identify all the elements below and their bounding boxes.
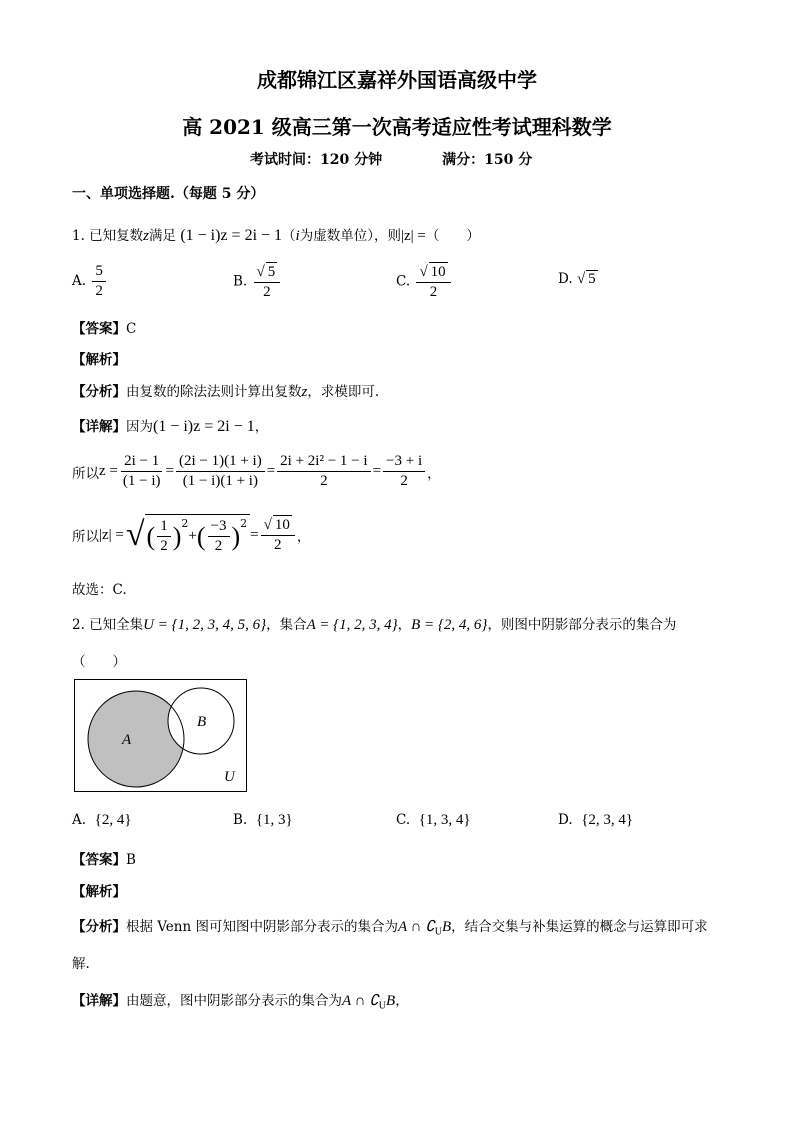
- q1-stem: [72, 224, 480, 245]
- denominator: 2: [429, 284, 438, 300]
- denominator: (1 − i): [122, 473, 161, 489]
- answer-value: C: [126, 321, 137, 337]
- square-exp: 2: [181, 517, 189, 530]
- label-A: A: [122, 732, 132, 748]
- answer-tag: 【答案】: [72, 321, 126, 337]
- fenxi-expr: A ∩ ∁: [397, 919, 435, 935]
- option-label: B.: [233, 273, 248, 290]
- venn-diagram: [74, 679, 248, 793]
- xiangjie-eq: (1 − i)z = 2i − 1: [153, 418, 255, 435]
- option-label: D.: [558, 271, 573, 287]
- section-heading: 一、单项选择题.（每题 5 分）: [72, 186, 265, 202]
- fenxi-tail: ，求模即可.: [307, 384, 380, 400]
- fenxi-sub: U: [434, 926, 442, 938]
- denominator: 2: [263, 284, 271, 300]
- q2-stem-text3: ，则图中阴影部分表示的集合为: [487, 617, 677, 633]
- fenxi-tag: 【分析】: [72, 919, 126, 935]
- q2-jiexi: 【解析】: [72, 884, 126, 900]
- xiangjie-tail: ，: [395, 993, 409, 1009]
- fenxi-text: 由复数的除法法则计算出复数: [126, 384, 302, 400]
- option-value: {1, 3, 4}: [418, 812, 471, 828]
- suoyi-text: 所以: [72, 529, 99, 545]
- q1-var-i: i: [295, 228, 300, 244]
- q2-paren: （ ）: [72, 654, 126, 670]
- xiangjie-text: 由题意，图中阴影部分表示的集合为: [126, 993, 342, 1009]
- square-exp: 2: [240, 517, 248, 530]
- q2-answer: [72, 848, 136, 868]
- denominator: 2: [160, 538, 168, 554]
- fenxi-B: B: [442, 919, 452, 935]
- q1-option-c: [396, 262, 453, 302]
- denominator: 2: [400, 473, 408, 489]
- q1-stem-text2: 满足: [149, 228, 177, 244]
- label-U: U: [224, 769, 235, 785]
- xiangjie-B: B: [386, 993, 396, 1009]
- neg-frac: [208, 517, 230, 556]
- q1-opt-c-frac: [416, 262, 450, 302]
- q1-opt-a-frac: [92, 262, 106, 301]
- q2-option-a: [72, 812, 132, 829]
- numerator: −3: [208, 517, 230, 537]
- q2-xiangjie: [72, 989, 409, 1012]
- option-label: C.: [396, 273, 411, 290]
- answer-value: B: [126, 852, 136, 868]
- q1-answer: [72, 317, 136, 337]
- frac-3: [277, 452, 370, 491]
- q1-stem-text3: （: [282, 228, 296, 244]
- fenxi-text: 根据 Venn 图可知图中阴影部分表示的集合为: [126, 919, 398, 935]
- q1-abs-z: |z| =: [400, 228, 426, 244]
- q2-fenxi: [72, 915, 708, 938]
- q1-stem-text: 1. 已知复数: [72, 228, 144, 244]
- q1-opt-d-value: √ 5: [576, 271, 596, 287]
- numerator: 2i + 2i² − 1 − i: [277, 452, 370, 472]
- q2-fenxi-cont: 解.: [72, 956, 90, 972]
- equals-sign: =: [250, 526, 259, 543]
- xiangjie-sub: U: [378, 1000, 387, 1012]
- denominator: 2: [274, 537, 282, 553]
- q2-set-B: B = {2, 4, 6}: [411, 617, 488, 633]
- comma: ，: [427, 465, 441, 482]
- exam-score: 满分：150 分: [442, 152, 533, 168]
- frac-1: [120, 452, 164, 491]
- radical-sign: √: [125, 516, 145, 553]
- q2-stem-text: 2. 已知全集: [72, 617, 144, 633]
- q2-stem-text2: ，集合: [266, 617, 307, 633]
- xiangjie-tag: 【详解】: [72, 419, 126, 435]
- paren: (: [196, 521, 206, 551]
- plus-sign: +: [188, 528, 197, 544]
- exam-time: 考试时间：120 分钟: [250, 152, 383, 168]
- numerator: (2i − 1)(1 + i): [176, 452, 265, 472]
- q1-stem-text4: 为虚数单位），则: [299, 228, 401, 244]
- xiangjie-expr: A ∩ ∁: [342, 993, 379, 1009]
- z-equals: z =: [99, 463, 118, 479]
- paren: (: [146, 521, 156, 551]
- q2-option-b: [233, 812, 293, 829]
- option-value: {2, 4}: [94, 812, 132, 828]
- q2-set-A: A = {1, 2, 3, 4}: [306, 617, 398, 633]
- var-z: z: [301, 384, 308, 400]
- numerator: 1: [157, 517, 171, 537]
- school-title: 成都锦江区嘉祥外国语高级中学: [257, 68, 537, 92]
- numerator: 2i − 1: [121, 452, 162, 472]
- q1-option-d: [558, 270, 598, 288]
- set-A-circle: [88, 691, 184, 787]
- xiangjie-text: 因为: [126, 419, 153, 435]
- q1-xiangjie: [72, 415, 268, 436]
- paren: ): [231, 521, 241, 551]
- q1-var-z: z: [143, 228, 150, 244]
- q2-option-d: [558, 812, 633, 829]
- q2-set-U: U = {1, 2, 3, 4, 5, 6}: [143, 617, 267, 633]
- result-frac: [261, 515, 295, 555]
- radicand: 10: [430, 264, 446, 280]
- paren: ): [172, 521, 182, 551]
- option-value: {2, 3, 4}: [581, 812, 634, 828]
- denominator: (1 − i)(1 + i): [182, 473, 258, 489]
- q1-option-a: [72, 262, 108, 301]
- q1-option-b: [233, 262, 282, 302]
- numerator: √ 10: [416, 262, 450, 283]
- suoyi-text: 所以: [72, 465, 99, 482]
- q2-option-c: [396, 812, 471, 829]
- equals-sign: =: [165, 463, 174, 479]
- q1-paren: （ ）: [425, 228, 480, 244]
- q1-equation: (1 − i)z = 2i − 1: [180, 227, 283, 244]
- option-label: C.: [396, 812, 411, 828]
- radicand: 10: [274, 517, 290, 533]
- numerator: −3 + i: [383, 452, 425, 472]
- answer-tag: 【答案】: [72, 852, 126, 868]
- frac-2: [176, 452, 265, 491]
- numerator: √ 10: [261, 515, 295, 536]
- denominator: 2: [320, 473, 328, 489]
- option-label: B.: [233, 812, 248, 828]
- equals-sign: =: [266, 463, 276, 479]
- denominator: 2: [95, 283, 103, 299]
- q1-opt-b-frac: [254, 262, 281, 302]
- numerator: √ 5: [254, 262, 281, 283]
- label-B: B: [197, 714, 207, 730]
- option-label: A.: [72, 812, 87, 828]
- q1-jiexi: 【解析】: [72, 352, 126, 368]
- numerator: 5: [92, 262, 106, 282]
- radicand: 5: [267, 264, 276, 280]
- q1-conclusion: 故选：C.: [72, 582, 127, 598]
- equals-sign: =: [372, 463, 382, 479]
- abs-z-equals: |z| =: [99, 526, 124, 543]
- q2-stem: 2. 已知全集U = {1, 2, 3, 4, 5, 6}，集合A = {1, 2, 3, 4}，B = {2, 4, 6}，则图中阴影部分表示的集合为: [72, 617, 677, 633]
- frac-4: [383, 452, 425, 491]
- fenxi-tail: ，结合交集与补集运算的概念与运算即可求: [451, 919, 708, 935]
- exam-info: [250, 149, 532, 169]
- xiangjie-tag: 【详解】: [72, 993, 126, 1009]
- option-value: {1, 3}: [255, 812, 293, 828]
- comma: ，: [296, 529, 311, 545]
- denominator: 2: [214, 538, 223, 554]
- q1-fenxi: [72, 380, 379, 401]
- exam-title: 高 2021 级高三第一次高考适应性考试理科数学: [182, 115, 612, 139]
- radicand: 5: [588, 271, 596, 287]
- option-label: D.: [558, 812, 573, 828]
- q1-modulus: [72, 514, 310, 556]
- xiangjie-tail: ，: [254, 419, 269, 435]
- radicand-block: [145, 514, 251, 556]
- q1-z-derivation: [72, 452, 441, 491]
- half-frac: [157, 517, 171, 556]
- option-label: A.: [72, 273, 87, 289]
- fenxi-tag: 【分析】: [72, 384, 126, 400]
